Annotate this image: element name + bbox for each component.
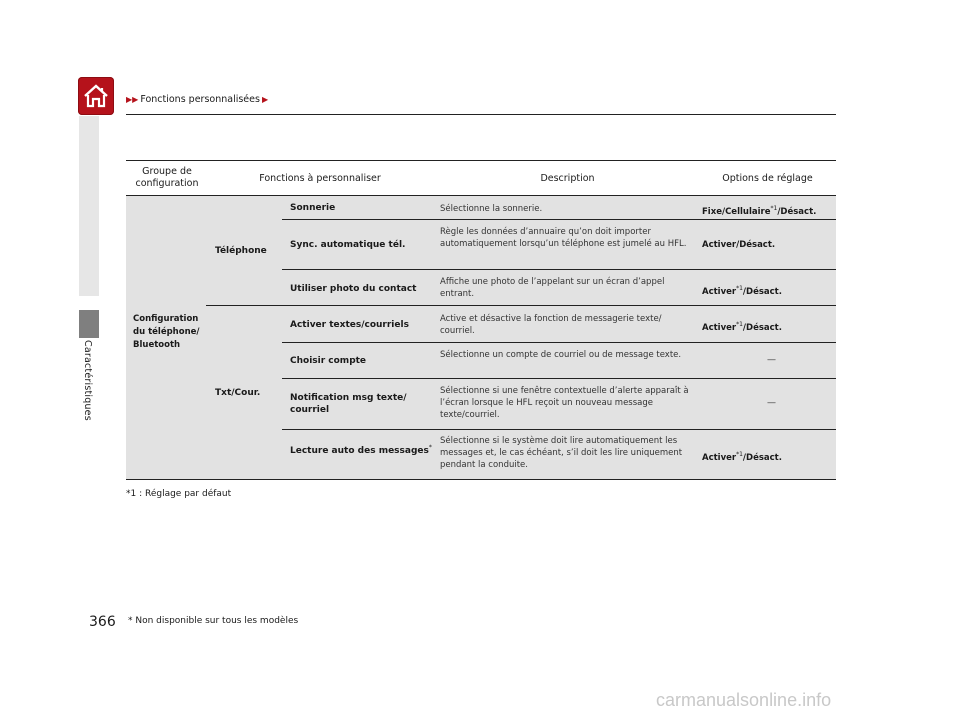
breadcrumb-arrow-icon: ▶▶ <box>126 95 139 104</box>
function-name: Lecture auto des messages* <box>290 444 432 456</box>
function-name: Sync. automatique tél. <box>290 240 406 250</box>
table-row <box>282 379 836 430</box>
col-header-description: Description <box>540 173 595 184</box>
table-row <box>282 196 836 220</box>
footnote: *1 : Réglage par défaut <box>126 489 232 499</box>
table-row <box>282 220 836 270</box>
function-options: Activer/Désact. <box>702 240 776 250</box>
function-description: Règle les données d’annuaire qu’on doit importer automatiquement lorsqu’un téléphone est jumelé au HFL. <box>440 227 687 249</box>
function-description: Sélectionne si une fenêtre contextuelle d’alerte apparaît à l’écran lorsque le HFL reçoit un nouveau message texte/courriel. <box>440 386 689 420</box>
table-row <box>282 430 836 480</box>
col-header-group: Groupe de configuration <box>135 166 199 189</box>
breadcrumb-link[interactable]: Fonctions personnalisées <box>140 94 260 105</box>
function-name: Activer textes/courriels <box>290 320 409 330</box>
header-divider <box>126 114 836 115</box>
function-options: Activer$^{*1}$/Désact. <box>702 321 782 333</box>
group-label: Configuration du téléphone/ Bluetooth <box>133 314 200 350</box>
table-top-rule <box>126 160 836 161</box>
subgroup-telephone: Téléphone <box>215 246 267 256</box>
table-row <box>282 343 836 379</box>
function-name: Utiliser photo du contact <box>290 284 417 294</box>
col-header-options: Options de réglage <box>722 173 813 184</box>
function-name: Notification msg texte/ courriel <box>290 393 407 415</box>
function-options: — <box>767 355 776 365</box>
table-row <box>282 306 836 343</box>
home-button[interactable] <box>78 77 114 115</box>
side-tab-active <box>79 310 99 338</box>
function-description: Affiche une photo de l’appelant sur un écran d’appel entrant. <box>440 277 665 299</box>
function-name: Sonnerie <box>290 203 336 213</box>
table-row <box>282 270 836 306</box>
function-name: Choisir compte <box>290 356 367 366</box>
side-tab <box>79 116 99 296</box>
function-description: Sélectionne un compte de courriel ou de message texte. <box>440 350 682 360</box>
function-options: Activer$^{*1}$/Désact. <box>702 451 782 463</box>
col-header-function: Fonctions à personnaliser <box>259 173 381 184</box>
function-description: Sélectionne la sonnerie. <box>440 204 543 214</box>
breadcrumb-arrow-icon: ▶ <box>261 95 269 104</box>
subgroup-txt: Txt/Cour. <box>215 388 261 398</box>
page-number: 366 <box>89 614 116 630</box>
function-options: Activer$^{*1}$/Désact. <box>702 285 782 297</box>
function-options: Fixe/Cellulaire$^{*1}$/Désact. <box>702 205 817 217</box>
watermark: carmanualsonline.info <box>656 690 832 710</box>
function-options: — <box>767 398 776 408</box>
home-icon <box>82 83 110 109</box>
breadcrumb <box>126 94 268 105</box>
section-label: Caractéristiques <box>82 340 93 421</box>
availability-note: * Non disponible sur tous les modèles <box>128 616 299 626</box>
function-description: Sélectionne si le système doit lire automatiquement les messages et, le cas échéant, s’il doit les lire uniquement pendant la conduite. <box>440 436 683 470</box>
function-description: Active et désactive la fonction de messagerie texte/ courriel. <box>440 314 662 336</box>
